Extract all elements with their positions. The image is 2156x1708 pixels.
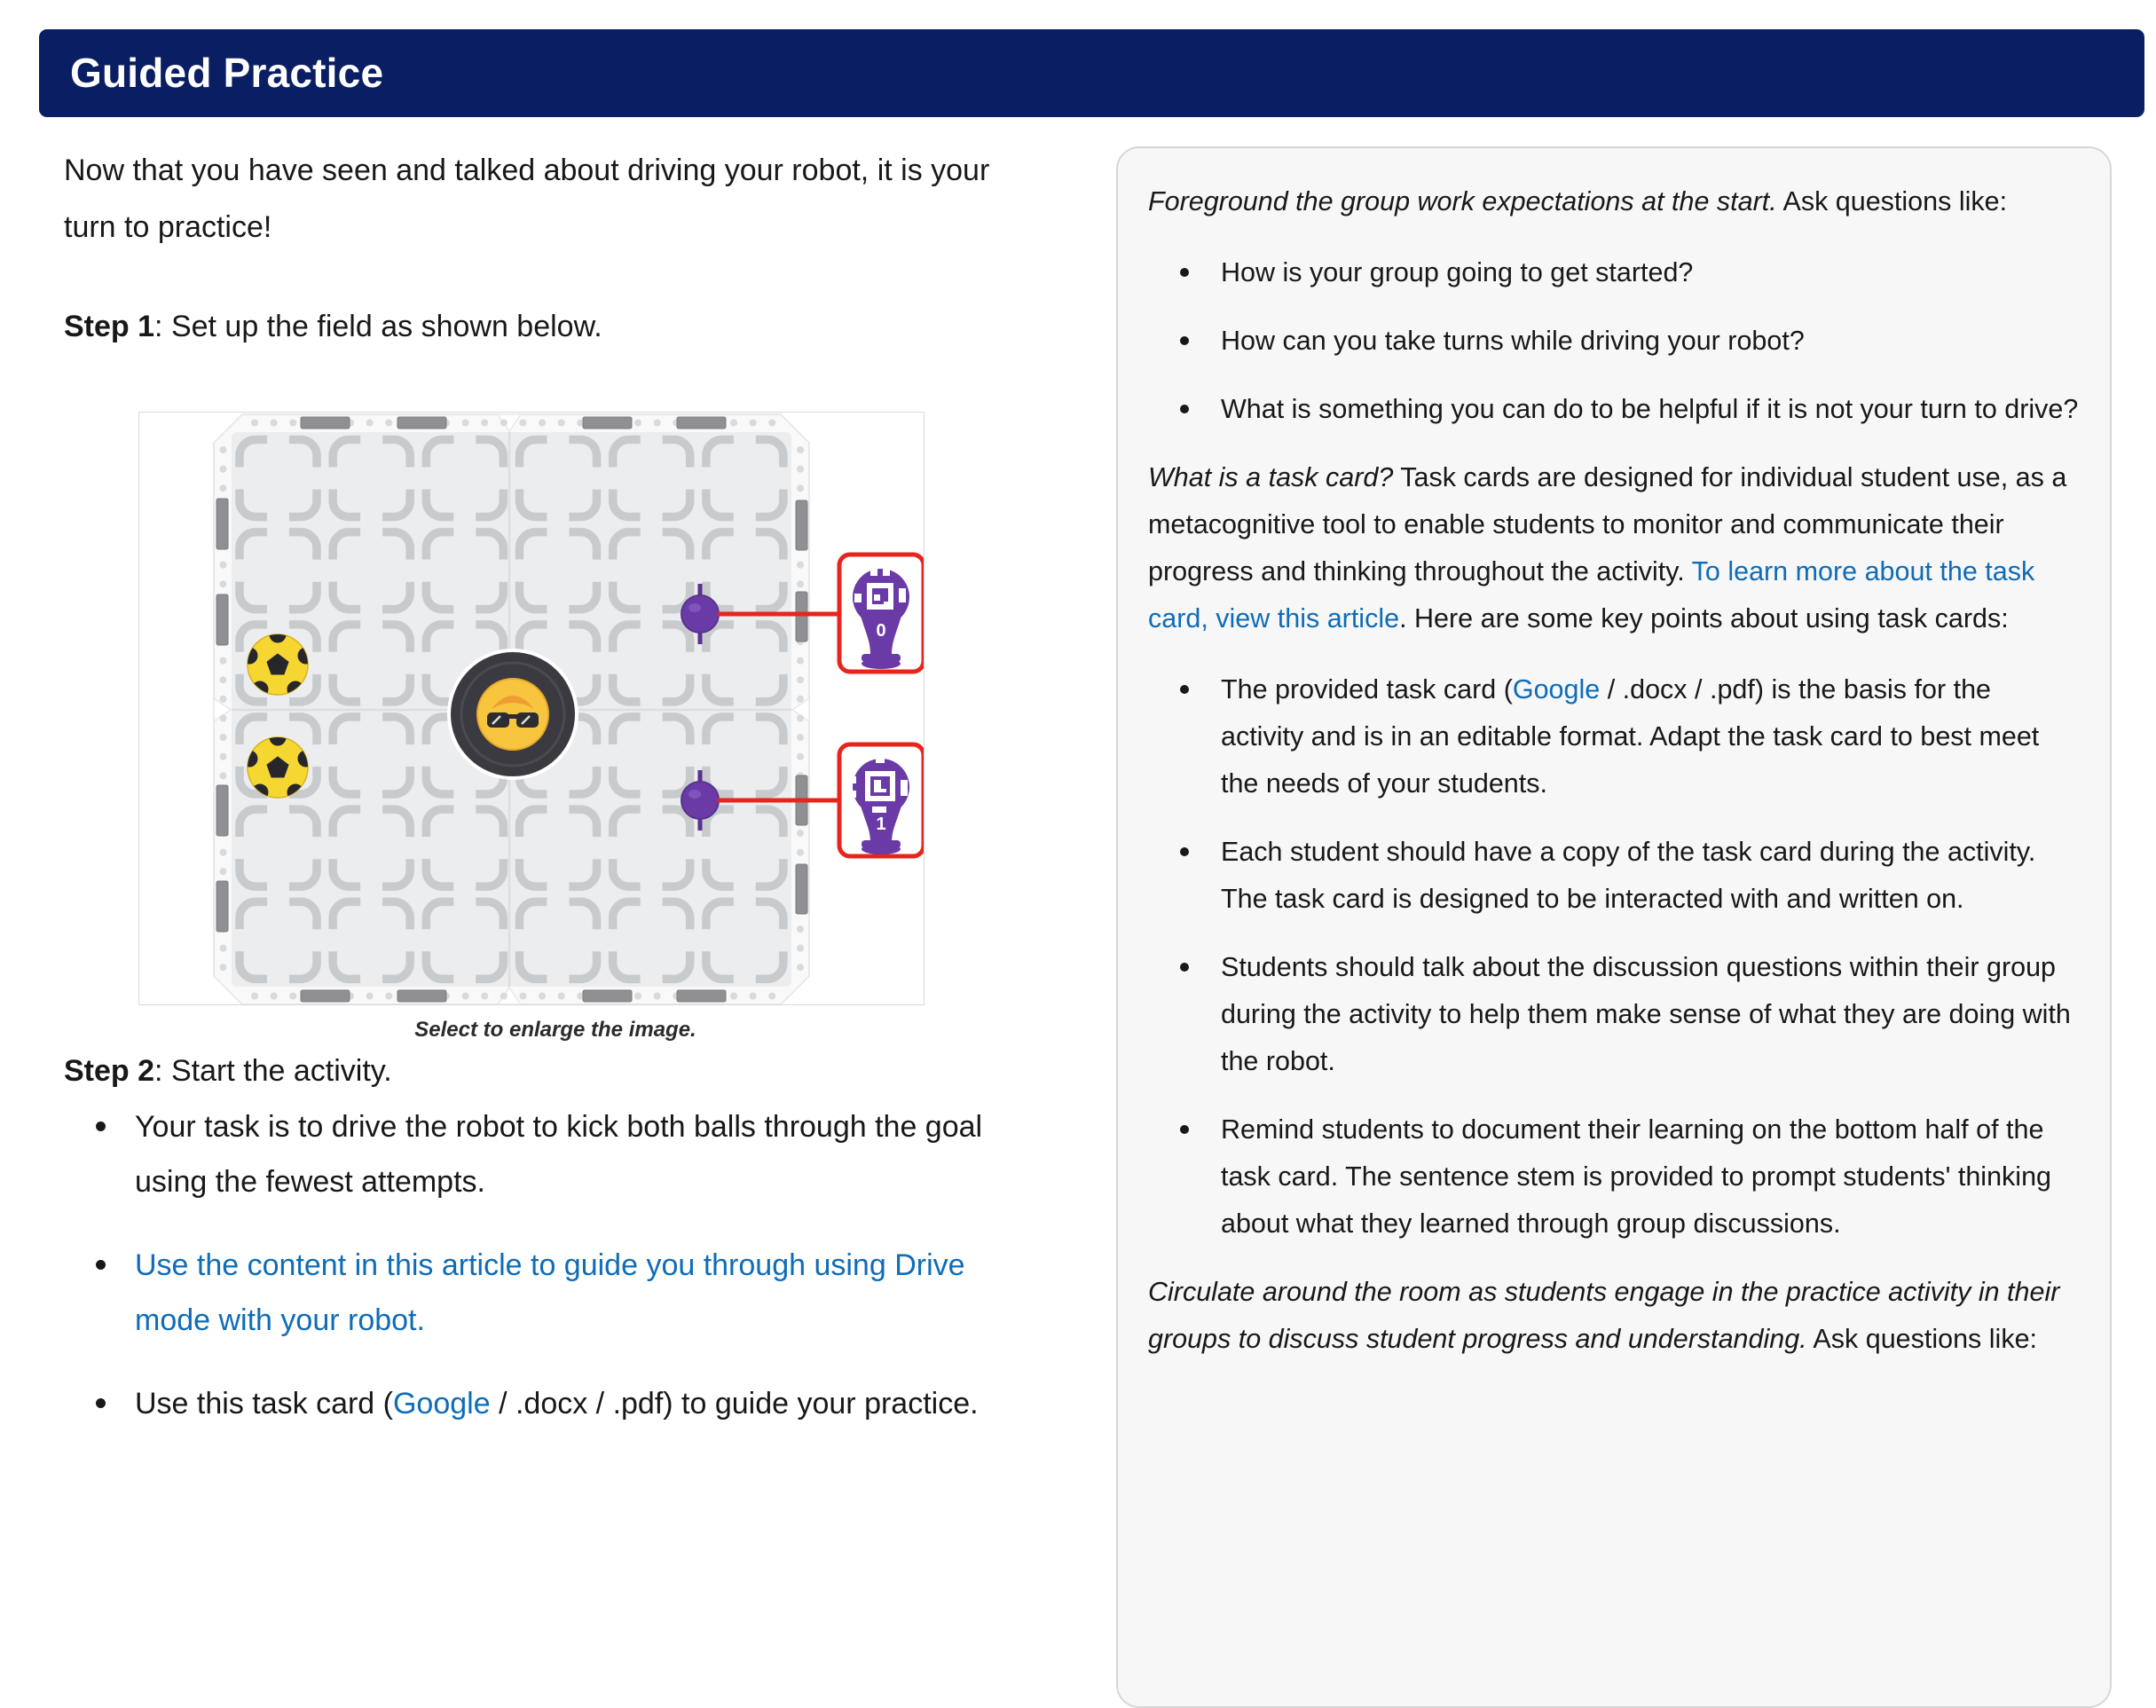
task-card-text: Use this task card (	[135, 1387, 393, 1421]
task-card-article-link[interactable]: To learn more about the task card, view this article	[1148, 556, 2035, 634]
task-card-point-list	[1148, 666, 2080, 1248]
marker-0-number: 0	[876, 621, 886, 641]
teacher-notes-panel	[1116, 146, 2112, 1708]
main-content-column	[64, 142, 1044, 1460]
task-card-description: Task cards are designed for individual student use, as a metacognitive tool to enable students to monitor and communicate their progress and thinking throughout the activity.	[1148, 462, 2067, 586]
step1-text: : Set up the field as shown below.	[154, 310, 602, 343]
step2-paragraph	[64, 1043, 1044, 1099]
page-title: Guided Practice	[70, 50, 384, 96]
list-item	[64, 1099, 1044, 1209]
field-illustration	[139, 413, 924, 1004]
question-text: How is your group going to get started?	[1221, 257, 1694, 287]
group-work-rest: Ask questions like:	[1776, 186, 2008, 216]
task-card-description-end: . Here are some key points about using task cards:	[1399, 603, 2009, 634]
list-item	[1180, 386, 2080, 433]
panel-paragraph-circulate	[1148, 1269, 2080, 1363]
step2-label: Step 2	[64, 1054, 155, 1088]
drive-mode-article-link[interactable]: Use the content in this article to guide you through using Drive mode with your robot.	[135, 1248, 965, 1337]
point-text: Remind students to document their learning on the bottom half of the task card. The sentence stem is provided to prompt students' thinking about what they learned through group discussions.	[1221, 1114, 2051, 1239]
field-figure	[138, 412, 925, 1043]
robot-icon	[449, 650, 577, 778]
task-card-emphasis: What is a task card?	[1148, 462, 1394, 492]
field-setup-image[interactable]	[138, 412, 925, 1005]
question-text: What is something you can do to be helpful if it is not your turn to drive?	[1221, 394, 2079, 424]
intro-paragraph: Now that you have seen and talked about driving your robot, it is your turn to practice!	[64, 153, 990, 244]
point-text: Each student should have a copy of the task card during the activity. The task card is designed to be interacted with and written on.	[1221, 837, 2036, 914]
section-header	[39, 29, 2144, 117]
point-text: The provided task card (	[1221, 674, 1513, 704]
marker-callout-1	[839, 744, 924, 856]
list-item	[1180, 1106, 2080, 1248]
task-card-text-end: / .docx / .pdf) to guide your practice.	[490, 1387, 979, 1421]
figure-caption: Select to enlarge the image.	[414, 1018, 696, 1042]
step1-label: Step 1	[64, 310, 155, 343]
marker-callout-0	[839, 555, 924, 672]
point-text-end: / .docx / .pdf) is the basis for the activity and is in an editable format. Adapt the task card to best meet the needs of your students.	[1221, 674, 2040, 799]
panel-paragraph-group-work	[1148, 178, 2080, 225]
list-item	[1180, 318, 2080, 365]
marker-1-number: 1	[876, 815, 886, 834]
list-item	[1180, 944, 2080, 1085]
list-item	[64, 1376, 1044, 1431]
list-item	[1180, 666, 2080, 807]
circulate-emphasis: Circulate around the room as students engage in the practice activity in their groups to discuss student progress and understanding.	[1148, 1277, 2060, 1354]
activity-bullet-list	[64, 1099, 1044, 1431]
task-description: Your task is to drive the robot to kick both balls through the goal using the fewest attempts.	[135, 1110, 983, 1199]
provided-task-card-google-link[interactable]: Google	[1512, 674, 1601, 704]
step1-paragraph	[64, 298, 1044, 355]
question-text: How can you take turns while driving your robot?	[1221, 326, 1805, 356]
list-item	[64, 1238, 1044, 1348]
list-item	[1180, 249, 2080, 296]
circulate-rest: Ask questions like:	[1806, 1324, 2038, 1354]
task-card-google-link[interactable]: Google	[392, 1387, 491, 1421]
group-work-emphasis: Foreground the group work expectations at the start.	[1148, 186, 1777, 216]
panel-paragraph-task-card	[1148, 454, 2080, 642]
step2-text: : Start the activity.	[154, 1054, 392, 1088]
question-list	[1148, 249, 2080, 433]
list-item	[1180, 829, 2080, 923]
point-text: Students should talk about the discussion questions within their group during the activity to help them make sense of what they are doing with the robot.	[1221, 952, 2071, 1076]
